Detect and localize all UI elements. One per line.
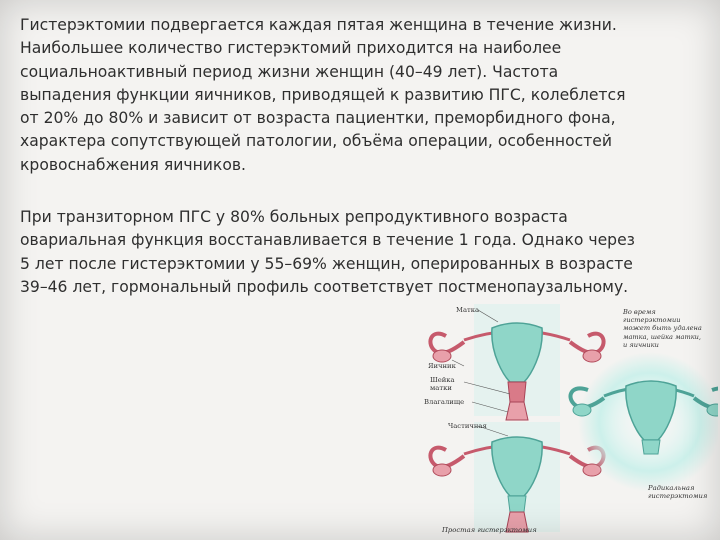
caption-simple: Простая гистерэктомия [442, 526, 537, 534]
label-vagina: Влагалище [424, 398, 465, 406]
label-uterus: Матка [456, 306, 480, 314]
removal-note: Во время гистерэктомии может быть удалена матка, шейка матки, и яичники [623, 308, 702, 349]
hysterectomy-figure [412, 302, 718, 538]
uterus-diagram-bottom [430, 422, 603, 532]
paragraph-2: При транзиторном ПГС у 80% больных репродуктивного возраста овариальная функция восстанавливается в течение 1 года. Однако через 5 лет после гистерэктомии у 55–69% женщин, оперированных в возрасте 39–46 лет, гормональный профиль соответствует постменопаузальному. [20, 208, 635, 296]
label-ovary: Яичник [428, 362, 456, 370]
paragraph-1: Гистерэктомии подвергается каждая пятая женщина в течение жизни. Наибольшее количество гистерэктомий приходится на наиболее социальноактивный период жизни женщин (40–49 лет). Частота выпадения функции яичников, приводящей к развитию ПГС, колеблется от 20% до 80% и зависит от возраста пациентки, преморбидного фона, характера сопутствующей патологии, объёма операции, особенностей кровоснабжения яичников. [20, 16, 626, 174]
caption-radical: Радикальная гистерэктомия [648, 484, 708, 501]
label-partial: Частичная [448, 422, 487, 430]
label-cervix: Шейка матки [430, 376, 455, 392]
